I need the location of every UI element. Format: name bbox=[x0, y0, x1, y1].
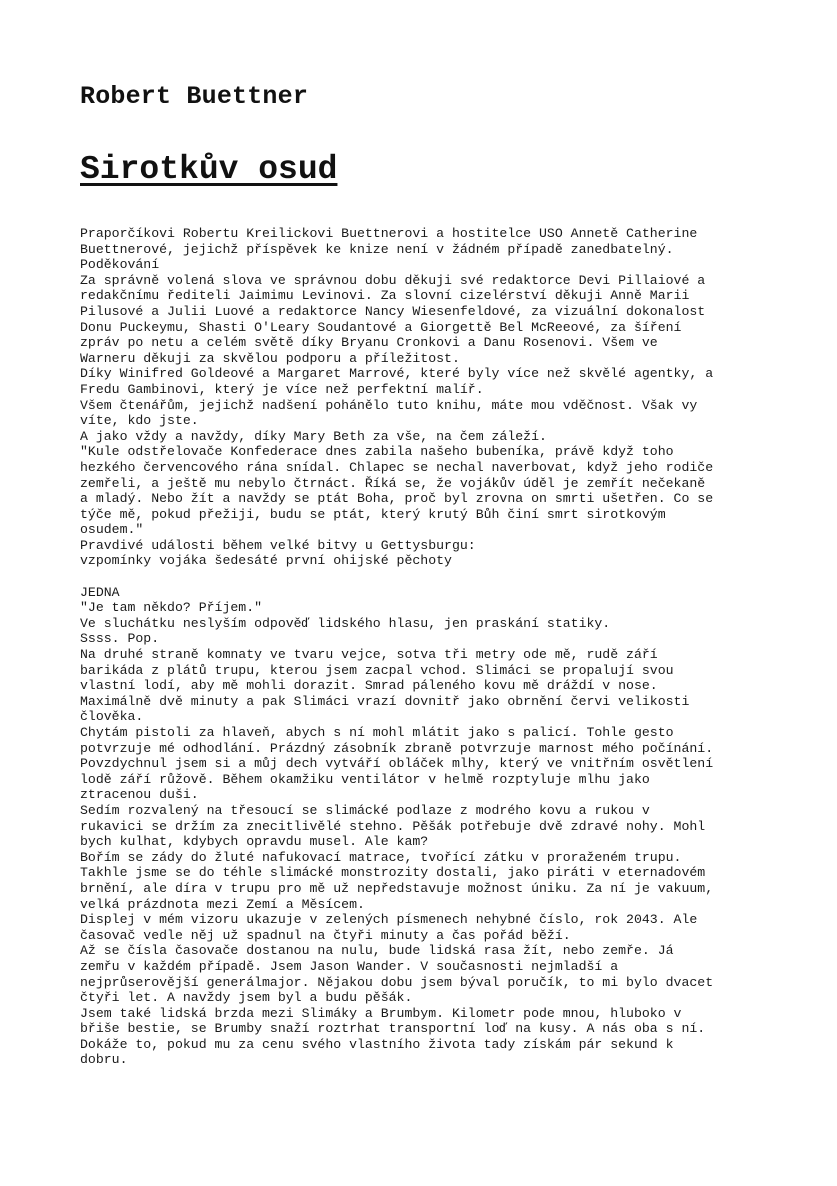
text-line: redakčnímu řediteli Jaimimu Levinovi. Za slovní cizelérství děkuji Anně Marii bbox=[80, 288, 690, 304]
author-name: Robert Buettner bbox=[80, 82, 309, 111]
text-line: Ve sluchátku neslyším odpověď lidského hlasu, jen praskání statiky. bbox=[80, 615, 611, 631]
document-body bbox=[80, 226, 780, 1068]
text-line: ztracenou duši. bbox=[80, 787, 199, 803]
text-line: Díky Winifred Goldeové a Margaret Marrové, které byly více než skvělé agentky, a bbox=[80, 366, 714, 382]
text-line: dobru. bbox=[80, 1052, 128, 1068]
chapter-heading: JEDNA bbox=[80, 584, 120, 600]
text-line: nejprůserovější generálmajor. Nějakou dobu jsem býval poručík, to mi bylo dvacet bbox=[80, 974, 714, 990]
text-line: rukavici se držím za znecitlivělé stehno. Pěšák potřebuje dvě zdravé nohy. Mohl bbox=[80, 818, 706, 834]
text-line: týče mě, pokud přežiji, budu se ptát, který krutý Bůh činí smrt sirotkovým bbox=[80, 506, 666, 522]
text-line: Maximálně dvě minuty a pak Slimáci vrazí dovnitř jako obrnění červi velikosti bbox=[80, 693, 690, 709]
book-title: Sirotkův osud bbox=[80, 151, 338, 188]
front-matter bbox=[80, 226, 780, 569]
chapter-one bbox=[80, 585, 780, 1068]
text-line: Donu Puckeymu, Shasti O'Leary Soudantové a Giorgettě Bel McReeové, za šíření bbox=[80, 319, 682, 335]
paragraph-gap bbox=[80, 569, 780, 585]
text-line: Dokáže to, pokud mu za cenu svého vlastního života tady získám pár sekund k bbox=[80, 1036, 674, 1052]
text-line: Displej v mém vizoru ukazuje v zelených písmenech nehybné číslo, rok 2043. Ale bbox=[80, 912, 698, 928]
text-line: Bořím se zády do žluté nafukovací matrace, tvořící zátku v proraženém trupu. bbox=[80, 849, 682, 865]
text-line: Pravdivé události během velké bitvy u Gettysburgu: bbox=[80, 537, 476, 553]
text-line: Na druhé straně komnaty ve tvaru vejce, sotva tři metry ode mě, rudě září bbox=[80, 647, 658, 663]
text-line: velká prázdnota mezi Zemí a Měsícem. bbox=[80, 896, 365, 912]
text-line: Warneru děkuji za skvělou podporu a příležitost. bbox=[80, 350, 460, 366]
text-line: "Je tam někdo? Příjem." bbox=[80, 600, 263, 616]
text-line: Fredu Gambinovi, který je více než perfektní malíř. bbox=[80, 381, 484, 397]
text-line: Buettnerové, jejichž příspěvek ke knize není v žádném případě zanedbatelný. bbox=[80, 241, 674, 257]
text-line: osudem." bbox=[80, 522, 144, 538]
text-line: Sedím rozvalený na třesoucí se slimácké podlaze z modrého kovu a rukou v bbox=[80, 802, 650, 818]
text-line: Praporčíkovi Robertu Kreilickovi Buettnerovi a hostitelce USO Annetě Catherine bbox=[80, 226, 698, 241]
text-line: potvrzuje mé odhodlání. Prázdný zásobník zbraně potvrzuje marnost mého počínání. bbox=[80, 740, 714, 756]
text-line: Povzdychnul jsem si a můj dech vytváří obláček mlhy, který ve vnitřním osvětlení bbox=[80, 756, 714, 772]
text-line: člověka. bbox=[80, 709, 144, 725]
text-line: brnění, ale díra v trupu pro mě už nepředstavuje možnost úniku. Za ní je vakuum, bbox=[80, 880, 714, 896]
text-line: vzpomínky vojáka šedesáté první ohijské pěchoty bbox=[80, 553, 452, 569]
text-line: A jako vždy a navždy, díky Mary Beth za vše, na čem záleží. bbox=[80, 428, 547, 444]
text-line: zemřu v každém případě. Jsem Jason Wander. V současnosti nejmladší a bbox=[80, 958, 619, 974]
text-line: Takhle jsme se do téhle slimácké monstrozity dostali, jako piráti v eternadovém bbox=[80, 865, 706, 881]
text-line: Chytám pistoli za hlaveň, abych s ní mohl mlátit jako s palicí. Tohle gesto bbox=[80, 725, 674, 740]
text-line: a mladý. Nebo žít a navždy se ptát Boha, proč byl zrovna on smrti ušetřen. Co se bbox=[80, 491, 714, 507]
text-line: barikáda z plátů trupu, kterou jsem zacpal vchod. Slimáci se propalují svou bbox=[80, 662, 674, 678]
text-line: Všem čtenářům, jejichž nadšení pohánělo tuto knihu, máte mou vděčnost. Však vy bbox=[80, 397, 698, 413]
text-line: "Kule odstřelovače Konfederace dnes zabila našeho bubeníka, právě když toho bbox=[80, 444, 674, 460]
text-line: lodě září růžově. Během okamžiku ventilátor v helmě rozptyluje mlhu jako bbox=[80, 771, 650, 787]
text-line: bych kulhat, kdybych opravdu musel. Ale kam? bbox=[80, 834, 429, 850]
text-line: Ssss. Pop. bbox=[80, 631, 160, 647]
text-line: vlastní lodí, aby mě mohli dorazit. Smrad páleného kovu mě dráždí v nose. bbox=[80, 678, 658, 694]
text-line: Pilusové a Julii Luové a redaktorce Nancy Wiesenfeldové, za vizuální dokonalost bbox=[80, 303, 706, 319]
text-line: čtyři let. A navždy jsem byl a budu pěšák. bbox=[80, 990, 413, 1006]
text-line: časovač vedle něj už spadnul na čtyři minuty a čas pořád běží. bbox=[80, 927, 571, 943]
text-line: Poděkování bbox=[80, 257, 160, 273]
text-line: Za správně volená slova ve správnou dobu děkuji své redaktorce Devi Pillaiové a bbox=[80, 272, 706, 288]
text-line: Jsem také lidská brzda mezi Slimáky a Brumbym. Kilometr pode mnou, hluboko v bbox=[80, 1005, 682, 1021]
text-line: víte, kdo jste. bbox=[80, 413, 199, 429]
text-line: Až se čísla časovače dostanou na nulu, bude lidská rasa žít, nebo zemře. Já bbox=[80, 943, 674, 959]
text-line: břiše bestie, se Brumby snaží roztrhat transportní loď na kusy. A nás oba s ní. bbox=[80, 1021, 706, 1037]
text-line: hezkého červencového rána snídal. Chlapec se nechal naverbovat, když jeho rodiče bbox=[80, 459, 714, 475]
text-line: zpráv po netu a celém světě díky Bryanu Cronkovi a Danu Rosenovi. Všem ve bbox=[80, 335, 658, 351]
text-line: zemřeli, a ještě mu nebylo čtrnáct. Říká se, že vojákův úděl je zemřít nečekaně bbox=[80, 475, 706, 491]
